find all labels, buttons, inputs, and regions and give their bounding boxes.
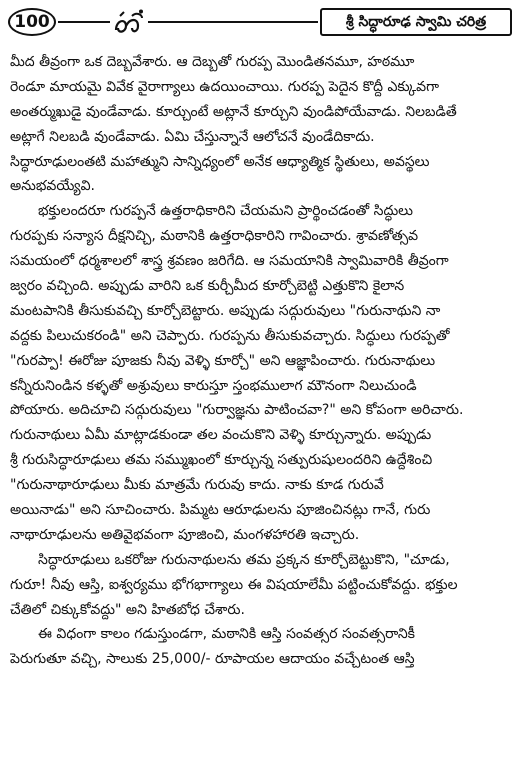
om-emblem-icon (112, 8, 146, 38)
text-line: శ్రీ గురుసిద్ధారూఢులు తమ సమ్ముఖంలో కూర్చున్న సత్పురుషులందరిని ఉద్దేశించి (10, 452, 433, 469)
text-line: సిద్ధారూఢులంతటి మహాత్ముని సాన్నిధ్యంలో అనేక ఆధ్యాత్మిక స్థితులు, అవస్థలు (10, 153, 430, 170)
page-number: 100 (8, 8, 56, 36)
book-title: శ్రీ సిద్ధారూఢ స్వామి చరిత్ర (320, 8, 512, 36)
paragraph (10, 548, 510, 623)
text-line: "గురునాథారూఢులు మీకు మాత్రమే గురువు కాదు. నాకు కూడ గురువే (10, 477, 384, 494)
text-line: అట్లాగే నిలబడి వుండేవాడు. ఏమి చేస్తున్నానే ఆలోచనే వుండేదికాదు. (10, 128, 375, 145)
text-line: పోయారు. అదిచూచి సద్గురువులు "గుర్వాజ్ఞను పాటించవా?" అని కోపంగా అరిచారు. (10, 402, 464, 419)
page-header (8, 8, 512, 38)
text-line: "గురప్పా! ఈరోజు పూజకు నీవు వెళ్ళి కూర్చో" అని ఆజ్ఞాపించారు. గురునాథులు (10, 352, 436, 369)
text-line: భక్తులందరూ గురప్పనే ఉత్తరాధికారిని చేయమని ప్రార్థించడంతో సిద్ధులు (38, 203, 413, 220)
text-line: గురప్పకు సన్యాస దీక్షనిచ్చి, మఠానికి ఉత్తరాధికారిని గావించారు. శ్రావణోత్సవ (10, 228, 419, 245)
paragraph (10, 199, 510, 547)
text-line: కన్నీరునిండిన కళ్ళతో అశ్రువులు కారుస్తూ స్తంభములాగ మౌనంగా నిలుచుండి (10, 377, 417, 394)
text-line: జ్వరం వచ్చింది. అప్పుడు వారిని ఒక కుర్చీమీద కూర్చోబెట్టి ఎత్తుకొని కైలాన (10, 278, 405, 295)
text-line: చేతిలో చిక్కుకోవద్దు" అని హితబోధ చేశారు. (10, 601, 245, 618)
paragraph (10, 622, 510, 672)
paragraph (10, 50, 510, 199)
text-line: రెండూ మాయమై వివేక వైరాగ్యాలు ఉదయించాయి. గురప్ప పెదైన కొద్దీ ఎక్కువగా (10, 78, 439, 95)
body-text (10, 50, 510, 672)
text-line: పెరుగుతూ వచ్చి, సాలుకు 25,000/- రూపాయల ఆదాయం వచ్చేటంత ఆస్తి (10, 651, 415, 668)
text-line: అయినాడు" అని సూచించారు. పిమ్మట ఆరూఢులను పూజించినట్లు గానే, గురు (10, 502, 431, 519)
text-line: మంటపానికి తీసుకువచ్చి కూర్చోబెట్టారు. అప్పుడు సద్గురువులు "గురునాథుని నా (10, 302, 441, 319)
text-line: సిద్ధారూఢులు ఒకరోజు గురునాథులను తమ ప్రక్కన కూర్చోబెట్టుకొని, "చూడు, (38, 551, 450, 568)
text-line: సమయంలో ధర్మశాలలో శాస్త్ర శ్రవణం జరిగేది. ఆ సమయానికి స్వామివారికి తీవ్రంగా (10, 253, 449, 270)
text-line: మీద తీవ్రంగా ఒక దెబ్బవేశారు. ఆ దెబ్బతో గురప్ప మొండితనమూ, హఠమూ (10, 54, 415, 70)
text-line: గురునాథులు ఏమీ మాట్లాడకుండా తల వంచుకొని వెళ్ళి కూర్చున్నారు. అప్పుడు (10, 427, 432, 444)
text-line: ఈ విధంగా కాలం గడుస్తుండగా, మఠానికి ఆస్తి సంవత్సర సంవత్సరానికీ (38, 626, 415, 643)
text-line: అంతర్ముఖుడై వుండేవాడు. కూర్చుంటే అట్లానే కూర్చుని వుండిపోయేవాడు. నిలబడితే (10, 103, 457, 120)
text-line: నాథారూఢులను అతివైభవంగా పూజించి, మంగళహారతి ఇచ్చారు. (10, 526, 360, 543)
text-line: వద్దకు పిలుచుకరండి" అని చెప్పారు. గురప్పను తీసుకువచ్చారు. సిద్ధులు గురప్పతో (10, 327, 450, 344)
header-rule-right (148, 21, 318, 23)
text-line: అనుభవయ్యేవి. (10, 178, 95, 195)
text-line: గురూ! నీవు ఆస్తి, ఐశ్వర్యము భోగభాగ్యాలు ఈ విషయాలేమీ పట్టించుకోవద్దు. భక్తుల (10, 576, 458, 593)
header-rule-left (58, 21, 110, 23)
